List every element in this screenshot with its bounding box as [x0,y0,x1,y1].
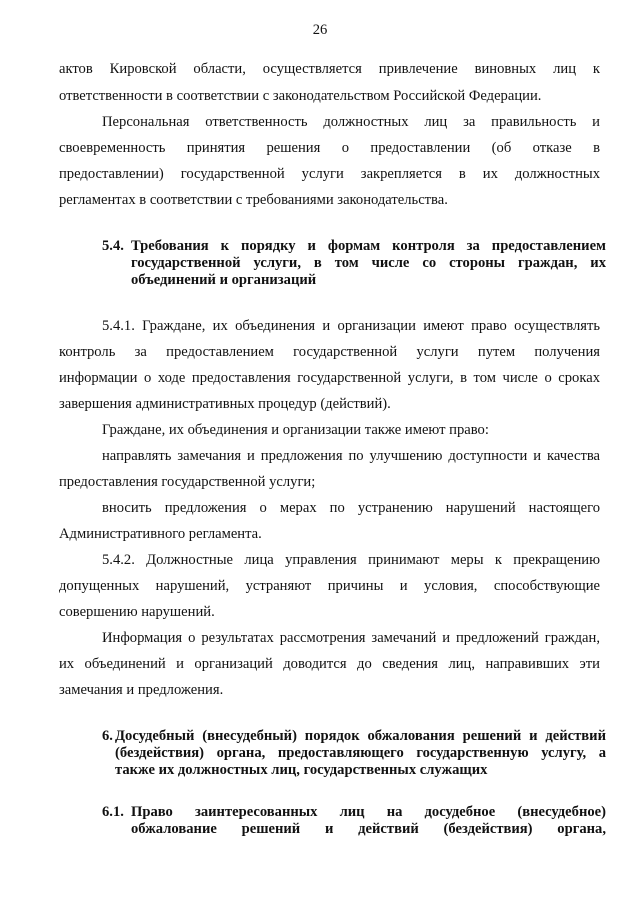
paragraph-line: замечания и предложения. [59,682,224,698]
section-heading-line: государственной услуги, в том числе со стороны граждан, их [131,255,606,271]
section-heading-line: Требования к порядку и формам контроля за предоставлением [131,238,606,254]
paragraph-line: совершению нарушений. [59,604,215,620]
section-number: 6. [102,728,113,744]
paragraph-line: ответственности в соответствии с законодательством Российской Федерации. [59,88,542,104]
paragraph-line: направлять замечания и предложения по улучшению доступности и качества [102,448,600,464]
paragraph-line: вносить предложения о мерах по устранению нарушений настоящего [102,500,600,516]
paragraph-line: завершения административных процедур (действий). [59,396,391,412]
section-heading-line: объединений и организаций [131,272,317,288]
section-heading-line: Досудебный (внесудебный) порядок обжалования решений и действий [115,728,606,744]
paragraph-line: 5.4.1. Граждане, их объединения и организации имеют право осуществлять [102,318,600,334]
section-heading-line: обжалование решений и действий (бездействия) органа, [131,821,606,837]
paragraph-line: допущенных нарушений, устраняют причины и условия, способствующие [59,578,600,594]
paragraph-line: актов Кировской области, осуществляется привлечение виновных лиц к [59,61,600,77]
paragraph-line: информации о ходе предоставления государственной услуги, в том числе о сроках [59,370,600,386]
paragraph-line: Информация о результатах рассмотрения замечаний и предложений граждан, [102,630,600,646]
paragraph-line: своевременность принятия решения о предоставлении (об отказе в [59,140,600,156]
paragraph-line: контроль за предоставлением государственной услуги путем получения [59,344,600,360]
section-number: 5.4. [102,238,124,254]
page-number: 26 [312,22,328,38]
paragraph-line: предоставления государственной услуги; [59,474,316,490]
paragraph-line: 5.4.2. Должностные лица управления принимают меры к прекращению [102,552,600,568]
section-heading-line: (бездействия) органа, предоставляющего государственную услугу, а [115,745,606,761]
paragraph-line: предоставлении) государственной услуги закрепляется в их должностных [59,166,600,182]
paragraph-line: Граждане, их объединения и организации также имеют право: [102,422,489,438]
section-number: 6.1. [102,804,124,820]
paragraph-line: регламентах в соответствии с требованиями законодательства. [59,192,448,208]
paragraph-line: Персональная ответственность должностных лиц за правильность и [102,114,600,130]
paragraph-line: их объединений и организаций доводится до сведения лиц, направивших эти [59,656,600,672]
paragraph-line: Административного регламента. [59,526,262,542]
section-heading-line: Право заинтересованных лиц на досудебное (внесудебное) [131,804,606,820]
section-heading-line: также их должностных лиц, государственных служащих [115,762,488,778]
